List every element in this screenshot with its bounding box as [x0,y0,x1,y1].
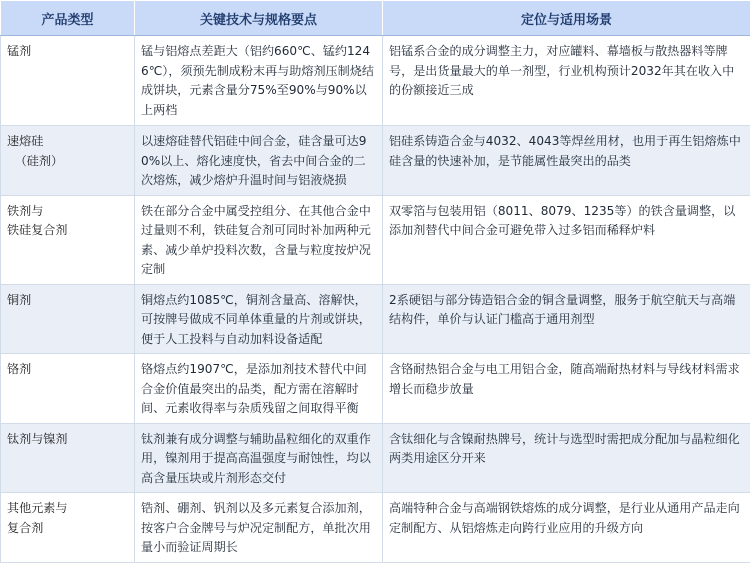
table-row [1,284,750,354]
cell-spec: 锰与铝熔点差距大（铝约660℃、锰约1246℃），须预先制成粉末再与助熔剂压制烧结成饼块，元素含量分75%至90%与90%以上两档 [135,36,383,126]
cell-product-type [1,493,135,563]
table-row [1,126,750,196]
cell-product-type [1,126,135,196]
cell-use: 含铬耐热铝合金与电工用铝合金，随高端耐热材料与导线材料需求增长而稳步放量 [383,354,750,424]
type-line-2: （硅剂） [7,154,63,168]
cell-use: 2系硬铝与部分铸造铝合金的铜含量调整，服务于航空航天与高端结构件，单价与认证门槛高于通用剂型 [383,284,750,354]
cell-use: 高端特种合金与高端钢铁熔炼的成分调整，是行业从通用产品走向定制配方、从铝熔炼走向跨行业应用的升级方向 [383,493,750,563]
type-line-2: 复合剂 [7,521,43,535]
cell-product-type: 锰剂 [1,36,135,126]
header-key-tech: 关键技术与规格要点 [135,1,383,36]
cell-spec: 铬熔点约1907℃，是添加剂技术替代中间合金价值最突出的品类，配方需在溶解时间、元素收得率与杂质残留之间取得平衡 [135,354,383,424]
type-line-1: 铁剂与 [7,204,43,218]
table-header-row [1,1,750,36]
table-row [1,354,750,424]
table-row [1,423,750,493]
cell-product-type [1,195,135,284]
cell-product-type: 铬剂 [1,354,135,424]
type-line-2: 铁硅复合剂 [7,223,67,237]
cell-use: 含钛细化与含镍耐热牌号，统计与选型时需把成分配加与晶粒细化两类用途区分开来 [383,423,750,493]
cell-use: 双零箔与包装用铝（8011、8079、1235等）的铁含量调整，以添加剂替代中间合金可避免带入过多铝而稀释炉料 [383,195,750,284]
cell-spec: 钛剂兼有成分调整与辅助晶粒细化的双重作用，镍剂用于提高高温强度与耐蚀性，均以高含量压块或片剂形态交付 [135,423,383,493]
table-row [1,36,750,126]
cell-spec: 以速熔硅替代铝硅中间合金，硅含量可达90%以上、熔化速度快，省去中间合金的二次熔炼，减少熔炉升温时间与铝液烧损 [135,126,383,196]
cell-product-type: 钛剂与镍剂 [1,423,135,493]
cell-use: 铝硅系铸造合金与4032、4043等焊丝用材，也用于再生铝熔炼中硅含量的快速补加，是节能属性最突出的品类 [383,126,750,196]
type-line-1: 速熔硅 [7,134,43,148]
cell-spec: 铜熔点约1085℃，铜剂含量高、溶解快，可按牌号做成不同单体重量的片剂或饼块，便于人工投料与自动加料设备适配 [135,284,383,354]
table-row [1,493,750,563]
cell-product-type: 铜剂 [1,284,135,354]
type-line-1: 其他元素与 [7,501,67,515]
cell-use: 铝锰系合金的成分调整主力，对应罐料、幕墙板与散热器料等牌号，是出货量最大的单一剂型，行业机构预计2032年其在收入中的份额接近三成 [383,36,750,126]
cell-spec: 锆剂、硼剂、钒剂以及多元素复合添加剂，按客户合金牌号与炉况定制配方，单批次用量小而验证周期长 [135,493,383,563]
cell-spec: 铁在部分合金中属受控组分、在其他合金中过量则不利，铁硅复合剂可同时补加两种元素、减少单炉投料次数，含量与粒度按炉况定制 [135,195,383,284]
header-positioning: 定位与适用场景 [383,1,750,36]
header-product-type: 产品类型 [1,1,135,36]
table-row [1,195,750,284]
